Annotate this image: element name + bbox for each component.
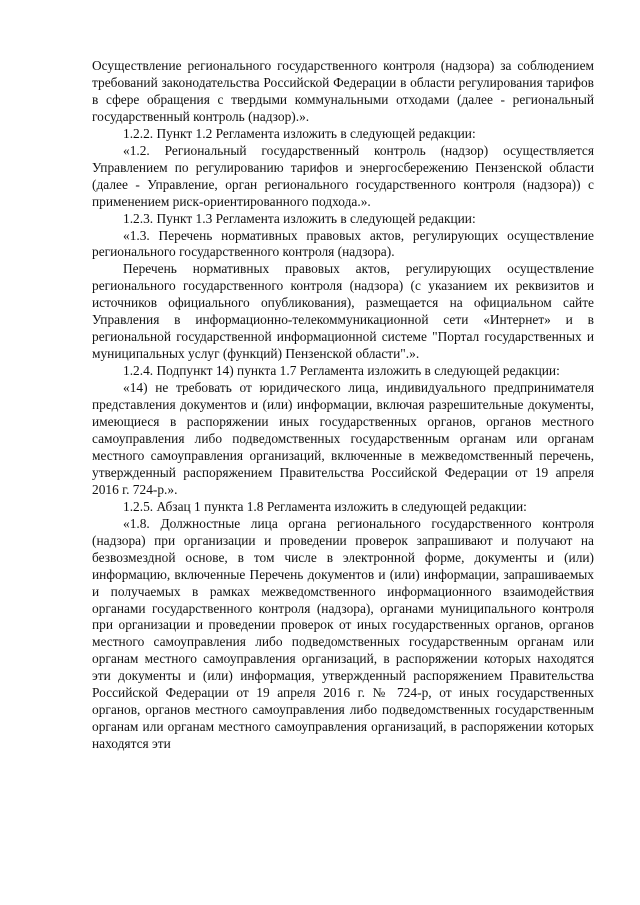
document-page xyxy=(92,58,594,753)
paragraph-6: Перечень нормативных правовых актов, регулирующих осуществление регионального государственного контроля (надзора) (с указанием их реквизитов и источников официального опубликования), размещается на официальном сайте Управления в информационно-телекоммуникационной сети «Интернет» и в региональной государственной информационной системе "Портал государственных и муниципальных услуг (функций) Пензенской области".». xyxy=(92,261,594,362)
paragraph-10: «1.8. Должностные лица органа регионального государственного контроля (надзора) при организации и проведении проверок запрашивают и получают на безвозмездной основе, в том числе в электронной форме, документы и (или) информацию, включенные Перечень документов и (или) информации, запрашиваемых и получаемых в рамках межведомственного информационного взаимодействия органами государственного контроля (надзора), органами муниципального контроля при организации и проведении проверок от иных государственных органов, органов местного самоуправления либо подведомственных государственным органам или органам местного самоуправления организаций, в распоряжении которых находятся эти документы и (или) информация, утвержденный распоряжением Правительства Российской Федерации от 19 апреля 2016 г. № 724-р, от иных государственных органов, органов местного самоуправления либо подведомственных государственным органам или органам местного самоуправления организаций, в распоряжении которых находятся эти xyxy=(92,515,594,752)
paragraph-4: 1.2.3. Пункт 1.3 Регламента изложить в следующей редакции: xyxy=(123,210,476,226)
paragraph-5: «1.3. Перечень нормативных правовых актов, регулирующих осуществление регионального государственного контроля (надзора). xyxy=(92,227,594,260)
paragraph-1: Осуществление регионального государственного контроля (надзора) за соблюдением требований законодательства Российской Федерации в области регулирования тарифов в сфере обращения с твердыми коммунальными отходами (далее - региональный государственный контроль (надзор).». xyxy=(92,58,594,124)
paragraph-7: 1.2.4. Подпункт 14) пункта 1.7 Регламента изложить в следующей редакции: xyxy=(123,363,560,379)
paragraph-9: 1.2.5. Абзац 1 пункта 1.8 Регламента изложить в следующей редакции: xyxy=(123,498,527,514)
paragraph-2: 1.2.2. Пункт 1.2 Регламента изложить в следующей редакции: xyxy=(123,125,476,141)
paragraph-8: «14) не требовать от юридического лица, индивидуального предпринимателя представления документов и (или) информации, включая разрешительные документы, имеющиеся в распоряжении иных государственных органов, органов местного самоуправления либо подведомственных государственным органам или органам местного самоуправления организаций, включенные в межведомственный перечень, утвержденный распоряжением Правительства Российской Федерации от 19 апреля 2016 г. 724-р.». xyxy=(92,380,594,497)
paragraph-3: «1.2. Региональный государственный контроль (надзор) осуществляется Управлением по регулированию тарифов и энергосбережению Пензенской области (далее - Управление, орган регионального государственного контроля (надзора)) с применением риск-ориентированного подхода.». xyxy=(92,142,594,209)
